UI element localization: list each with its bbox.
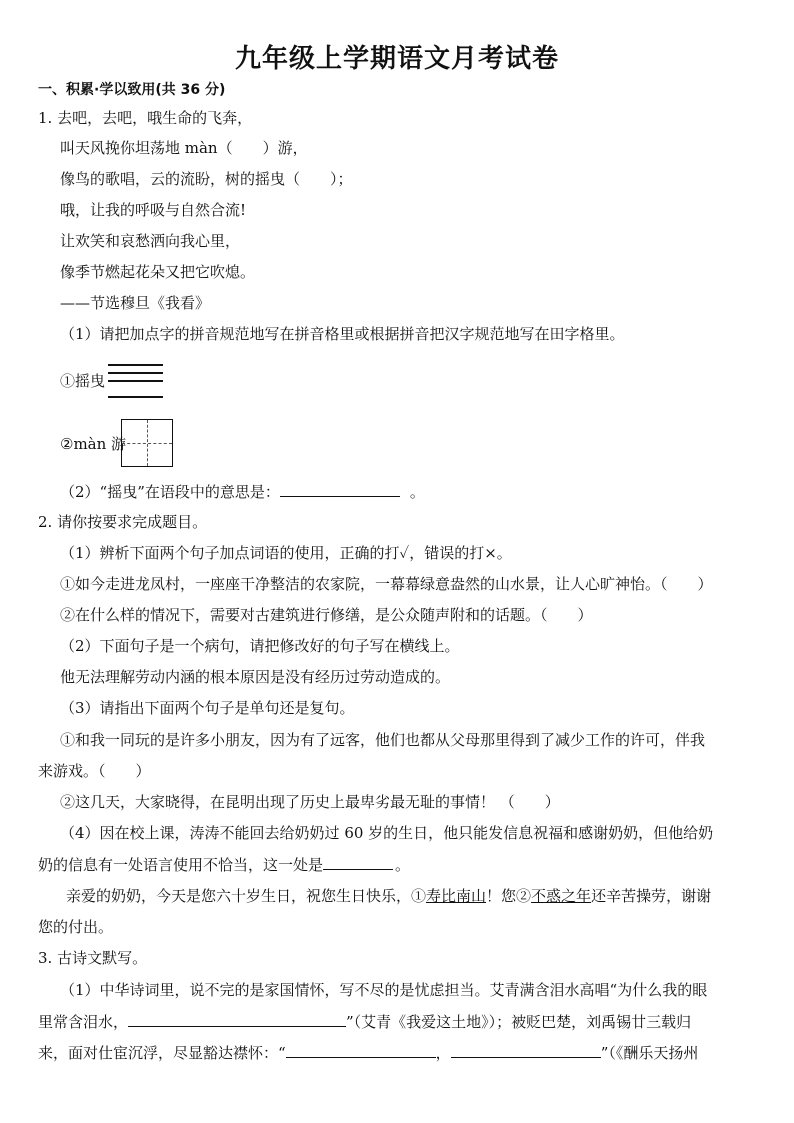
sub-question-2-3: （3）请指出下面两个句子是单句还是复句。 [60, 699, 355, 717]
dictation-text: ”（《酬乐天扬州 [600, 1044, 699, 1062]
sub-question-2-4-text: 奶的信息有一处语言使用不恰当，这一处是 [38, 856, 324, 874]
dictation-text: ”（艾青《我爱这土地》）；被贬巴楚，刘禹锡廿三载归 [346, 1013, 692, 1031]
page-title: 九年级上学期语文月考试卷 [234, 44, 559, 74]
underlined-phrase-1: 寿比南山 [426, 887, 487, 905]
sub-question-2-4: （4）因在校上课，涛涛不能回去给奶奶过 60 岁的生日，他只能发信息祝福和感谢奶奶，但他给奶 [60, 824, 714, 842]
question-2-stem: 2. 请你按要求完成题目。 [38, 513, 208, 531]
dictation-text: 来，面对仕宦沉浮，尽显豁达襟怀：“ [38, 1044, 286, 1062]
sub-question-1-1: （1）请把加点字的拼音规范地写在拼音格里或根据拼音把汉字规范地写在田字格里。 [60, 325, 625, 343]
poem-line: 叫天风挽你坦荡地 màn（ ）游， [60, 139, 308, 157]
poem-line: 像鸟的歌唱，云的流盼，树的摇曳（ ）； [60, 170, 353, 188]
message-part: 还辛苦操劳，谢谢 [591, 887, 712, 905]
section-heading: 一、积累·学以致用(共 36 分) [38, 82, 226, 98]
answer-blank[interactable] [286, 1042, 436, 1058]
tianzi-grid[interactable] [121, 419, 173, 467]
sub-question-2-1: （1）辨析下面两个句子加点词语的使用，正确的打✓，错误的打×。 [60, 544, 512, 562]
clause-sentence-1-cont: 来游戏。（ ） [38, 762, 151, 780]
sub-question-1-2 [60, 481, 425, 502]
sub-question-3-1: （1）中华诗词里，说不完的是家国情怀，写不尽的是忧虑担当。艾青满含泪水高唱“为什么我的眼 [60, 981, 708, 999]
question-3-stem: 3. 古诗文默写。 [38, 949, 148, 967]
message-part: ！您② [486, 887, 532, 905]
pinyin-item-label: ①摇曳 [60, 372, 106, 390]
sub-question-3-1-cont2 [38, 1042, 698, 1063]
sick-sentence: 他无法理解劳动内涵的根本原因是没有经历过劳动造成的。 [60, 668, 451, 686]
question-1-stem: 1. 去吧，去吧，哦生命的飞奔， [38, 109, 253, 127]
answer-blank[interactable] [128, 1011, 346, 1027]
dictation-text: 里常含泪水， [38, 1013, 129, 1031]
judge-sentence-1: ①如今走进龙凤村，一座座干净整洁的农家院，一幕幕绿意盎然的山水景，让人心旷神怡。（ ） [60, 575, 713, 593]
poem-line: 像季节燃起花朵又把它吹熄。 [60, 263, 256, 281]
clause-sentence-2: ②这几天，大家晓得，在昆明出现了历史上最卑劣最无耻的事情！ （ ） [60, 793, 560, 811]
message-text [66, 886, 711, 906]
sub-question-2-4-cont [38, 854, 410, 875]
message-text-cont: 您的付出。 [38, 918, 114, 936]
message-part: 亲爱的奶奶，今天是您六十岁生日，祝您生日快乐，① [66, 887, 427, 905]
sub-question-2-2: （2）下面句子是一个病句，请把修改好的句子写在横线上。 [60, 637, 460, 655]
sub-question-2-4-end: 。 [395, 856, 411, 874]
sub-question-1-2-text: （2）“摇曳”在语段中的意思是： [60, 483, 280, 501]
answer-blank[interactable] [451, 1042, 601, 1058]
poem-line: 哦，让我的呼吸与自然合流! [60, 201, 247, 219]
judge-sentence-2: ②在什么样的情况下，需要对古建筑进行修缮，是公众随声附和的话题。（ ） [60, 606, 593, 624]
poem-line: 让欢笑和哀愁洒向我心里， [60, 232, 241, 250]
pinyin-grid[interactable] [108, 364, 163, 400]
sub-question-3-1-cont [38, 1011, 691, 1032]
tianzi-item-label: ②màn 游 [60, 435, 127, 453]
sub-question-1-2-end: 。 [409, 483, 425, 501]
answer-blank[interactable] [323, 854, 393, 870]
poem-source: ——节选穆旦《我看》 [60, 294, 211, 312]
dictation-text: ， [435, 1044, 451, 1062]
underlined-phrase-2: 不惑之年 [531, 887, 592, 905]
clause-sentence-1: ①和我一同玩的是许多小朋友，因为有了远客，他们也都从父母那里得到了减少工作的许可，伴我 [60, 731, 706, 749]
answer-blank[interactable] [280, 481, 400, 497]
